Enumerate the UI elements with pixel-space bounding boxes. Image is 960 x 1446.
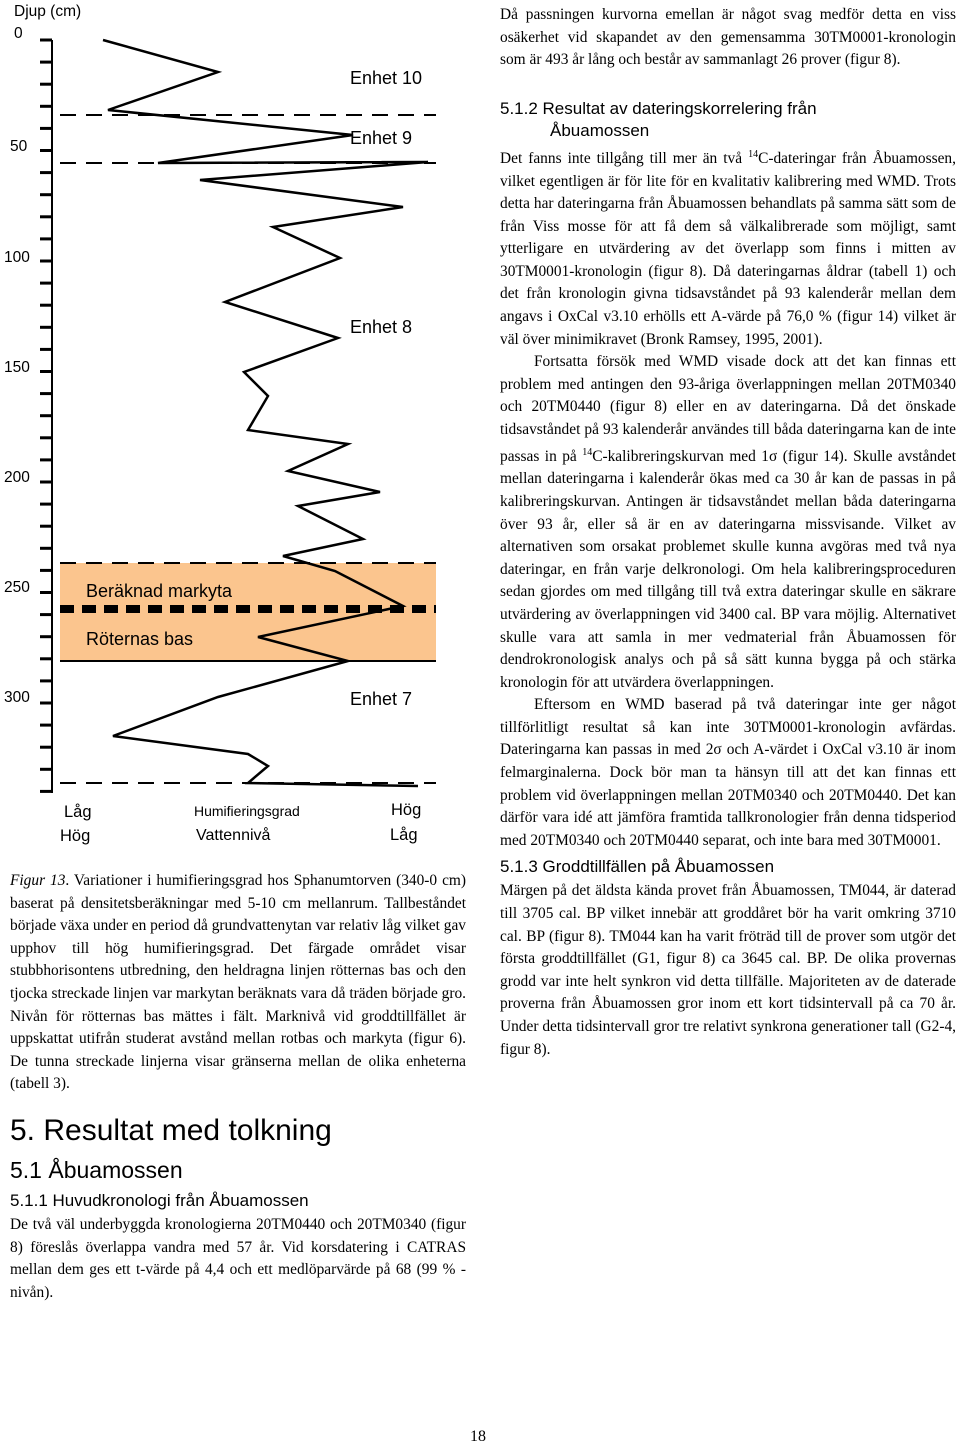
p512b-superscript: 14 [582,446,593,458]
paragraph-intro: Då passningen kurvorna emellan är något svag medför detta en viss osäkerhet vid skapandet av den gemensamma 30TM0001-kronologin som är 493 år lång och består av sammanlagt 26 prover (figur 8). [500,6,956,69]
caption-text: . Variationer i humifieringsgrad hos Sphanumtorven (340-0 cm) baserat på densitetsberäkningar med 5-10 cm mellanrum. Tallbeståndet började växa under en period då grundvattenytan var relativ låg vilket gav upphov till hög humifieringsgrad. Det färgade området visar stubbhorisontens utbredning, den heldragna linjen rötternas bas och den tjocka streckade linjen var markytan beräknats vara då träden började gro. Nivån för rötternas bas mättes i fält. Marknivå vid groddtillfället är uppskattat utifrån studerat avstånd mellan rotbas och markyta (figur 6). De tunna streckade linjerna visar gränserna mellan de olika enheterna (tabell 3). [10,872,466,1093]
y-tick-label-150: 150 [4,359,30,376]
unit-7-label: Enhet 7 [350,689,413,709]
humification-figure [0,0,470,860]
y-tick-label-0: 0 [14,25,23,42]
p512b-part1: Fortsatta försök med WMD visade dock att det kan finnas ett problem med antingen den 93-åriga överlappningen mellan 20TM0340 och 20TM0440 (figur 8) eller en av dateringarna. Då det önskade tidsavståndet på 93 kalenderår användes till båda dateringarna kan de inte passas in på [500,353,956,465]
p512a-part2: C-dateringar från Åbuamossen, vilket egentligen är för lite för en kvalitativ kalibrering med WMD. Trots detta har dateringarna från Åbuamossen behandlats på samma sätt som de från Viss mosse för att få dem så välkalibrerade som möjligt, samt ytterligare en utvärdering av det överlapp som finns i mitten av 30TM0001-kronologin (figur 8). Då dateringarnas åldrar (tabell 1) och det från kronologin givna tidsavståndet på 93 kalenderår mellan dem angavs i OxCal v3.10 erhölls ett A-värde på 76,0 % (figur 14) vilket är väl över minimikravet (Bronk Ramsey, 1995, 2001). [500,149,956,348]
p512a-superscript: 14 [748,148,759,160]
y-tick-label-300: 300 [4,689,30,706]
x-mid-bottom-label: Vattennivå [196,827,271,844]
subsection-heading-5-1: 5.1 Åbuamossen [10,1156,183,1183]
x-mid-top-label: Humifieringsgrad [194,803,300,819]
paragraph-5-1-2-b [500,351,956,694]
paragraph-5-1-3: Märgen på det äldsta kända provet från Åbuamossen, TM044, är daterad till 3705 cal. BP vilket innebär att groddåret bör ha varit omkring 3710 cal. BP (figur 8). TM044 kan ha varit fröträd till de prover som utgör det första groddtillfället (G1, figur 8) ca 3645 cal. BP. De olika provernas grodd var inte helt synkron vid detta tillfälle. Majoriteten av de daterade proverna från Åbuamossen gror inom ett kort tidsintervall på ca 70 år. Under detta tidsintervall gror tre relativt synkrona generationer tall (G2-4, figur 8). [500,882,956,1058]
estimated-surface-label: Beräknad markyta [86,581,233,601]
heading-5-1-2-line1: 5.1.2 Resultat av dateringskorrelering från [500,98,817,118]
left-text-column [10,870,466,1304]
heading-5-1-2 [500,98,956,142]
humification-curve [103,40,428,786]
y-tick-label-250: 250 [4,579,30,596]
unit-10-label: Enhet 10 [350,68,423,88]
section-heading-5: 5. Resultat med tolkning [10,1113,332,1147]
y-tick-label-100: 100 [4,249,30,266]
heading-5-1-1: 5.1.1 Huvudkronologi från Åbuamossen [10,1190,309,1210]
paragraph-5-1-2-a [500,144,956,351]
p512a-part1: Det fanns inte tillgång till mer än två [500,149,749,167]
x-right-bottom-label: Låg [390,826,418,844]
page-number: 18 [470,1428,486,1445]
root-base-label: Röternas bas [86,629,194,649]
y-tick-label-50: 50 [10,138,28,155]
x-right-top-label: Hög [391,801,422,819]
figure-caption [10,870,466,1096]
heading-5-1-3: 5.1.3 Groddtillfällen på Åbuamossen [500,857,775,877]
paragraph-5-1-2-c: Eftersom en WMD baserad på två dateringar inte ger något tillförlitligt resultat så kan inte 30TM0001-kronologin avfärdas. Dateringarna kan passas in med 2σ och A-värdet i OxCal v3.10 är inom felmarginalerna. Dock bör man ta hänsyn till att det kan finnas ett problem vid överlappningen mellan 20TM0340 och 20TM0440. Det kan därför vara idé att jämföra framtida tallkronologier från denna tidsperiod med 20TM0340 och 20TM0440 separat, och inte bara med 30TM0001. [500,696,956,849]
unit-9-label: Enhet 9 [350,128,413,148]
unit-8-label: Enhet 8 [350,317,413,337]
x-left-top-label: Låg [64,803,92,821]
right-text-column [500,4,956,1061]
caption-label: Figur 13 [10,872,66,889]
y-axis-title: Djup (cm) [14,3,82,20]
y-axis-ticks [40,40,52,791]
p512b-part2: C-kalibreringskurvan med 1σ (figur 14). Skulle avståndet mellan dateringarna i kalenderår ökas med ca 30 år kan de passas in på kalibreringskurvan. Antingen är tidsavståndet mellan båda dateringarna över 93 år, eller så är en av dateringarna missvisande. Vilket av alternativen som orsakat problemet skulle kunna avgöras med två nya dateringar, en från varje delkronologi. Om hela kalibreringsproceduren sedan gjordes om med tillgång till två extra dateringar skulle en säkrare utvärdering av överlappningen vid 3400 cal. BP vara möjlig. Alternativet skulle vara att samla in mer vedmaterial från Åbuamossen för dendrokronologisk analys och på så sätt kunna bygga på och stärka kronologin för att utvärdera överlappningen. [500,447,956,691]
x-left-bottom-label: Hög [60,827,91,845]
y-tick-label-200: 200 [4,469,30,486]
paragraph-5-1-1: De två väl underbyggda kronologierna 20TM0440 och 20TM0340 (figur 8) föreslås överlappa vandra med 57 år. Vid korsdatering i CATRAS mellan dem ges ett t-värde på 4,4 och ett medlöparvärde på 68 (99 % -nivån). [10,1215,466,1301]
heading-5-1-2-line2: Åbuamossen [550,120,650,140]
